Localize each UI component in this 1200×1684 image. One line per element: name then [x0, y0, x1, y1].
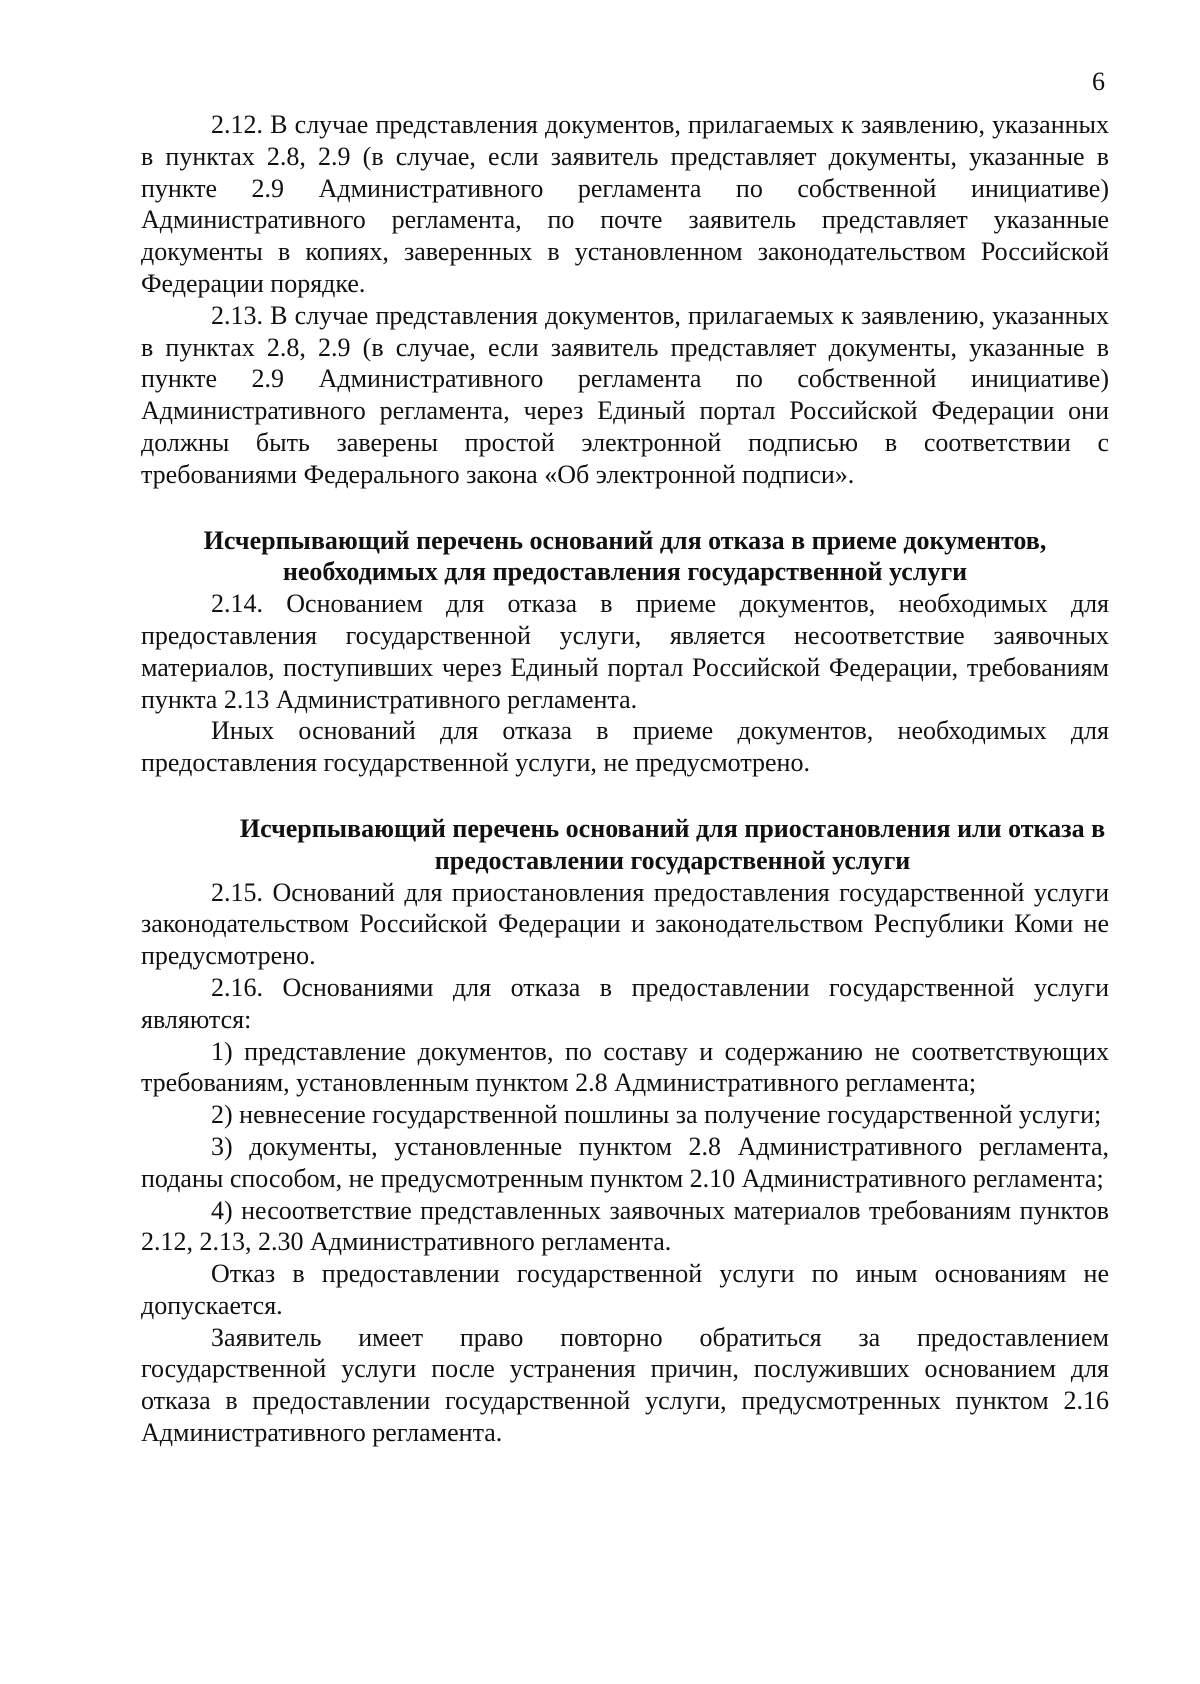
list-item-3: 3) документы, установленные пунктом 2.8 Административного регламента, поданы способом, не предусмотренным пунктом 2.10 Административного регламента;	[141, 1131, 1109, 1193]
list-item-4: 4) несоответствие представленных заявочных материалов требованиям пунктов 2.12, 2.13, 2.30 Административного регламента.	[141, 1195, 1109, 1257]
list-item-1: 1) представление документов, по составу и содержанию не соответствующих требованиям, установленным пунктом 2.8 Административного регламента;	[141, 1036, 1109, 1098]
paragraph-2-12: 2.12. В случае представления документов, прилагаемых к заявлению, указанных в пунктах 2.8, 2.9 (в случае, если заявитель представляет документы, указанные в пункте 2.9 Административного регламента по собственной инициативе) Административного регламента, по почте заявитель представляет указанные документы в копиях, заверенных в установленном законодательством Российской Федерации порядке.	[141, 110, 1109, 298]
paragraph-2-13: 2.13. В случае представления документов, прилагаемых к заявлению, указанных в пунктах 2.8, 2.9 (в случае, если заявитель представляет документы, указанные в пункте 2.9 Административного регламента по собственной инициативе) Административного регламента, через Единый портал Российской Федерации они должны быть заверены простой электронной подписью в соответствии с требованиями Федерального закона «Об электронной подписи».	[141, 300, 1109, 489]
paragraph-no-other-grounds: Иных оснований для отказа в приеме документов, необходимых для предоставления государственной услуги, не предусмотрено.	[141, 716, 1109, 778]
section-heading-suspension-refusal: Исчерпывающий перечень оснований для приостановления или отказа в предоставлении государственной услуги	[239, 813, 1106, 875]
paragraph-2-14: 2.14. Основанием для отказа в приеме документов, необходимых для предоставления государственной услуги, является несоответствие заявочных материалов, поступивших через Единый портал Российской Федерации, требованиям пункта 2.13 Административного регламента.	[141, 589, 1109, 714]
page-number: 6	[1092, 67, 1105, 96]
document-body	[141, 109, 1109, 1449]
list-item-2: 2) невнесение государственной пошлины за получение государственной услуги;	[211, 1100, 1102, 1130]
paragraph-2-15: 2.15. Оснований для приостановления предоставления государственной услуги законодательством Российской Федерации и законодательством Республики Коми не предусмотрено.	[141, 877, 1109, 971]
paragraph-refusal-other-grounds: Отказ в предоставлении государственной услуги по иным основаниям не допускается.	[141, 1259, 1109, 1320]
paragraph-2-16: 2.16. Основаниями для отказа в предоставлении государственной услуги являются:	[141, 972, 1109, 1034]
paragraph-reapply-right: Заявитель имеет право повторно обратиться за предоставлением государственной услуги после устранения причин, послуживших основанием для отказа в предоставлении государственной услуги, предусмотренных пунктом 2.16 Административного регламента.	[141, 1322, 1109, 1448]
section-heading-refusal-acceptance: Исчерпывающий перечень оснований для отказа в приеме документов, необходимых для предоставления государственной услуги	[203, 525, 1047, 587]
